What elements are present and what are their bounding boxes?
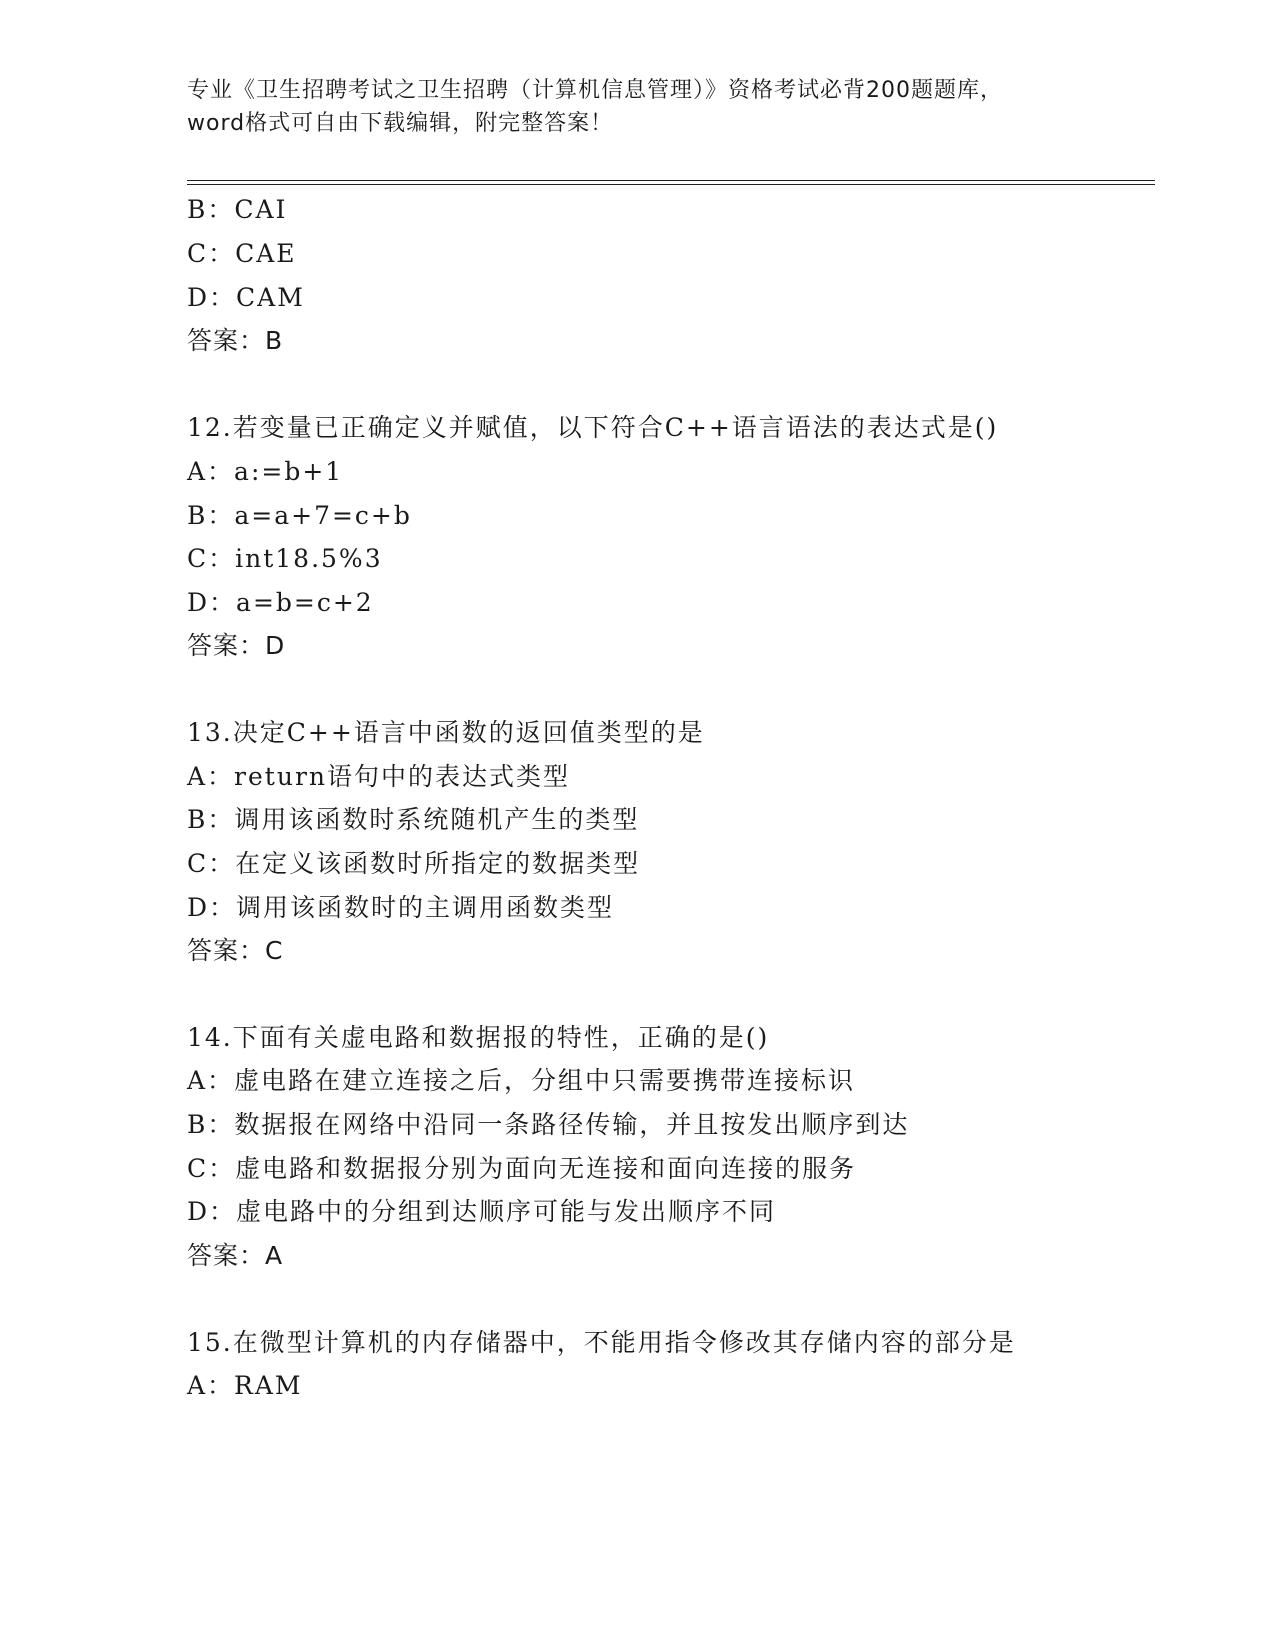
q11-option-b: B：CAI xyxy=(187,195,288,224)
q11-option-c: C：CAE xyxy=(187,239,297,268)
q13-answer: 答案：C xyxy=(187,936,284,965)
q13-option-a: A：return语句中的表达式类型 xyxy=(187,762,570,791)
q13-question: 13.决定C++语言中函数的返回值类型的是 xyxy=(187,718,705,747)
header-divider-bottom xyxy=(187,184,1155,185)
q14-option-a: A：虚电路在建立连接之后，分组中只需要携带连接标识 xyxy=(187,1066,856,1095)
document-header xyxy=(187,74,1087,140)
q12-option-d: D：a=b=c+2 xyxy=(187,588,374,617)
header-divider-top xyxy=(187,180,1155,181)
q14-option-c: C：虚电路和数据报分别为面向无连接和面向连接的服务 xyxy=(187,1154,857,1183)
q15-question: 15.在微型计算机的内存储器中，不能用指令修改其存储内容的部分是 xyxy=(187,1328,1016,1357)
q12-option-c: C：int18.5%3 xyxy=(187,544,383,573)
q11-answer: 答案：B xyxy=(187,326,284,355)
q14-answer: 答案：A xyxy=(187,1241,284,1270)
q14-option-d: D：虚电路中的分组到达顺序可能与发出顺序不同 xyxy=(187,1197,777,1226)
q14-option-b: B：数据报在网络中沿同一条路径传输，并且按发出顺序到达 xyxy=(187,1110,910,1139)
q12-answer: 答案：D xyxy=(187,631,286,660)
header-line-1: 专业《卫生招聘考试之卫生招聘（计算机信息管理）》资格考试必背200题题库， xyxy=(187,78,1003,103)
q11-option-d: D：CAM xyxy=(187,283,305,312)
q13-option-c: C：在定义该函数时所指定的数据类型 xyxy=(187,849,641,878)
q14-question: 14.下面有关虚电路和数据报的特性，正确的是() xyxy=(187,1023,770,1052)
header-line-2: word格式可自由下载编辑，附完整答案！ xyxy=(187,111,614,136)
q15-option-a: A：RAM xyxy=(187,1371,303,1400)
q13-option-d: D：调用该函数时的主调用函数类型 xyxy=(187,893,615,922)
q12-option-b: B：a=a+7=c+b xyxy=(187,501,412,530)
q12-question: 12.若变量已正确定义并赋值，以下符合C++语言语法的表达式是() xyxy=(187,413,999,442)
q13-option-b: B：调用该函数时系统随机产生的类型 xyxy=(187,805,640,834)
q12-option-a: A：a:=b+1 xyxy=(187,457,344,486)
